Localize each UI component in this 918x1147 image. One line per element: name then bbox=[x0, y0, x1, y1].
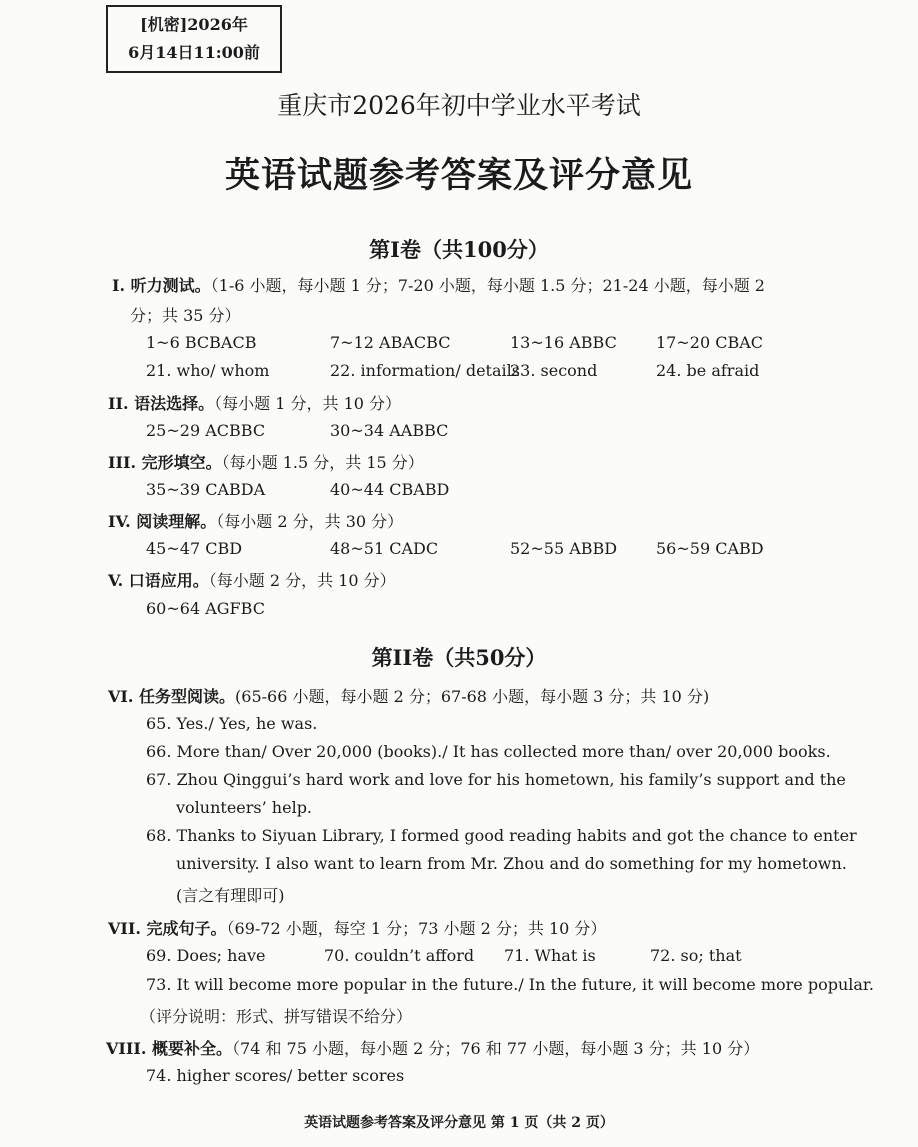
answer-item: 48~51 CADC bbox=[330, 539, 439, 558]
grading-note: （评分说明：形式、拼写错误不给分） bbox=[140, 1007, 413, 1026]
section-6-scoring: (65-66 小题，每小题 2 分；67-68 小题，每小题 3 分；共 10 分) bbox=[235, 687, 710, 706]
page-footer: 英语试题参考答案及评分意见 第 1 页（共 2 页） bbox=[304, 1115, 614, 1131]
section-5-scoring: （每小题 2 分，共 10 分） bbox=[208, 571, 396, 590]
answer-item: 23. second bbox=[510, 361, 598, 380]
answer-item: 60~64 AGFBC bbox=[146, 599, 265, 618]
section-8-header bbox=[106, 1036, 759, 1059]
section-4-header bbox=[108, 509, 403, 532]
exam-title: 重庆市2026年初中学业水平考试 bbox=[277, 91, 641, 120]
answer-73: 73. It will become more popular in the future./ In the future, it will become more popular. bbox=[146, 975, 874, 994]
section-3-title: III. 完形填空。 bbox=[108, 453, 222, 472]
answer-item: 72. so; that bbox=[650, 946, 742, 965]
section-7-header bbox=[108, 916, 606, 939]
section-8-title: VIII. 概要补全。 bbox=[106, 1039, 233, 1058]
answer-item: 71. What is bbox=[504, 946, 596, 965]
answer-68-line-1: 68. Thanks to Siyuan Library, I formed good reading habits and got the chance to enter bbox=[146, 826, 857, 845]
section-7-scoring: （69-72 小题，每空 1 分；73 小题 2 分；共 10 分） bbox=[226, 919, 607, 938]
answer-item: 1~6 BCBACB bbox=[146, 333, 257, 352]
answer-68-note: (言之有理即可) bbox=[176, 886, 285, 905]
section-2-header bbox=[108, 391, 401, 414]
answer-item: 35~39 CABDA bbox=[146, 480, 266, 499]
section-5-header bbox=[108, 568, 396, 591]
confidential-stamp bbox=[106, 5, 282, 73]
answer-item: 17~20 CBAC bbox=[656, 333, 764, 352]
volume-1-heading: 第I卷（共100分） bbox=[369, 237, 549, 262]
answer-68-line-2: university. I also want to learn from Mr. Zhou and do something for my hometown. bbox=[176, 854, 847, 873]
answer-item: 70. couldn’t afford bbox=[324, 946, 475, 965]
answer-item: 40~44 CBABD bbox=[330, 480, 450, 499]
section-1-header bbox=[112, 273, 765, 296]
answer-item: 69. Does; have bbox=[146, 946, 266, 965]
answer-item: 52~55 ABBD bbox=[510, 539, 618, 558]
section-6-header bbox=[108, 684, 709, 707]
section-8-scoring: （74 和 75 小题，每小题 2 分；76 和 77 小题，每小题 3 分；共 10 分） bbox=[232, 1039, 760, 1058]
section-1-title: I. 听力测试。 bbox=[112, 276, 211, 295]
answer-item: 25~29 ACBBC bbox=[146, 421, 266, 440]
answer-item: 45~47 CBD bbox=[146, 539, 243, 558]
section-3-scoring: （每小题 1.5 分，共 15 分） bbox=[221, 453, 424, 472]
section-2-scoring: （每小题 1 分，共 10 分） bbox=[214, 394, 402, 413]
section-2-title: II. 语法选择。 bbox=[108, 394, 215, 413]
answer-66: 66. More than/ Over 20,000 (books)./ It has collected more than/ over 20,000 books. bbox=[146, 742, 831, 761]
volume-2-heading: 第II卷（共50分） bbox=[371, 645, 547, 670]
answer-67-line-1: 67. Zhou Qinggui’s hard work and love for his hometown, his family’s support and the bbox=[146, 770, 846, 789]
section-3-header bbox=[108, 450, 424, 473]
document-title: 英语试题参考答案及评分意见 bbox=[224, 155, 693, 196]
answer-item: 21. who/ whom bbox=[146, 361, 270, 380]
section-7-title: VII. 完成句子。 bbox=[108, 919, 227, 938]
answer-item: 24. be afraid bbox=[656, 361, 760, 380]
section-4-title: IV. 阅读理解。 bbox=[108, 512, 217, 531]
stamp-line-1: [机密]2026年 bbox=[140, 15, 248, 34]
answer-74: 74. higher scores/ better scores bbox=[146, 1066, 405, 1085]
answer-item: 13~16 ABBC bbox=[510, 333, 617, 352]
answer-item: 7~12 ABACBC bbox=[330, 333, 451, 352]
section-1-scoring: （1-6 小题，每小题 1 分；7-20 小题，每小题 1.5 分；21-24 小题，每小题 2 bbox=[210, 276, 765, 295]
section-1-scoring-cont: 分；共 35 分） bbox=[130, 306, 241, 325]
section-5-title: V. 口语应用。 bbox=[108, 571, 209, 590]
stamp-line-2: 6月14日11:00前 bbox=[128, 43, 260, 62]
answer-item: 30~34 AABBC bbox=[330, 421, 449, 440]
answer-67-line-2: volunteers’ help. bbox=[176, 798, 313, 817]
answer-item: 22. information/ details bbox=[330, 361, 520, 380]
section-6-title: VI. 任务型阅读。 bbox=[108, 687, 236, 706]
section-4-scoring: （每小题 2 分，共 30 分） bbox=[216, 512, 404, 531]
answer-65: 65. Yes./ Yes, he was. bbox=[146, 714, 318, 733]
answer-item: 56~59 CABD bbox=[656, 539, 764, 558]
